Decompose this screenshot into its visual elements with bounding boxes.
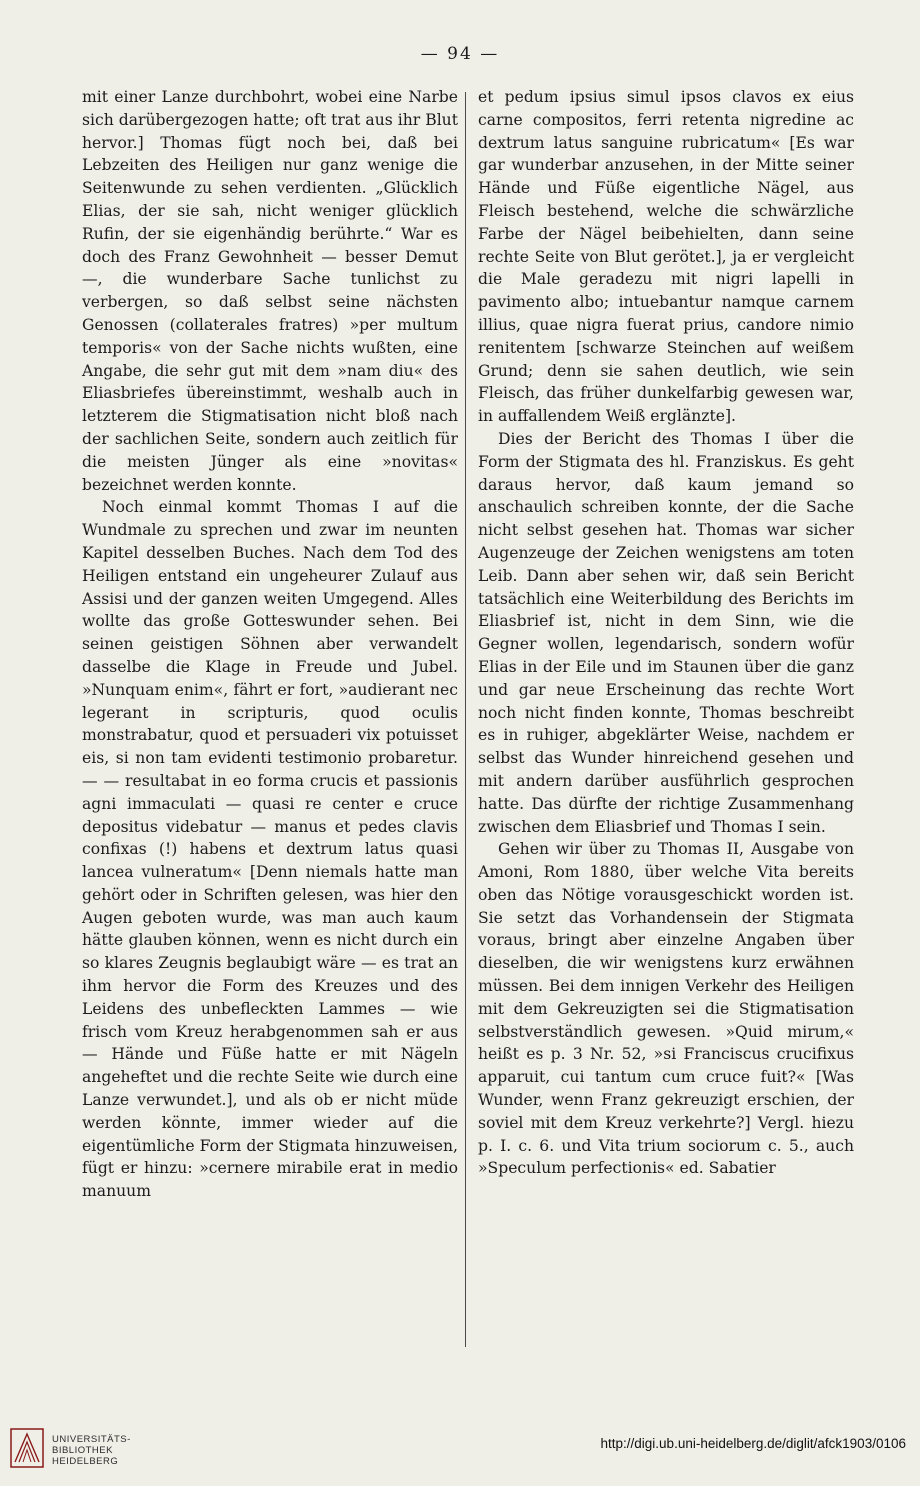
library-logo[interactable] [10, 1428, 131, 1472]
source-url-link[interactable]: http://digi.ub.uni-heidelberg.de/diglit/afck1903/0106 [600, 1436, 906, 1451]
left-column [82, 86, 458, 1203]
university-seal-icon [10, 1428, 44, 1472]
column-divider [465, 92, 466, 1347]
paragraph: et pedum ipsius simul ipsos clavos ex eius carne compositos, ferri retenta nigredine ac dextrum latus sanguine rubricatum« [Es war gar wunderbar anzusehen, in der Mitte seiner Hände und Füße eigentliche Nägel, aus Fleisch bestehend, welche die schwärzliche Farbe der Nägel beibehielten, dann seine rechte Seite von Blut gerötet.], ja er vergleicht die Male geradezu mit nigri lapelli in pavimento albo; intuebantur namque carnem illius, quae nigra fuerat prius, candore nimio renitentem [schwarze Steinchen auf weißem Grund; denn sie sahen deutlich, wie sein Fleisch, das früher dunkelfarbig gewesen war, in auffallendem Weiß erglänzte]. [478, 88, 854, 426]
right-column [478, 86, 854, 1180]
paragraph: Noch einmal kommt Thomas I auf die Wundmale zu sprechen und zwar im neunten Kapitel desselben Buches. Nach dem Tod des Heiligen entstand ein ungeheurer Zulauf aus Assisi und der ganzen weiten Umgegend. Alles wollte das große Gotteswunder sehen. Bei seinen geistigen Söhnen aber verwandelt dasselbe die Klage in Freude und Jubel. »Nunquam enim«, fährt er fort, »audierant nec legerant in scripturis, quod oculis monstrabatur, quod et persuaderi vix potuisset eis, si non tam evidenti testimonio probaretur. — — resultabat in eo forma crucis et passionis agni immaculati — quasi re center e cruce depositus videbatur — manus et pedes clavis confixas (!) habens et dextrum latus quasi lancea vulneratum« [Denn niemals hatte man gehört oder in Schriften gelesen, was hier den Augen geboten wurde, was man auch kaum hätte glauben können, wenn es nicht durch ein so klares Zeugnis beglaubigt wäre — es trat an ihm hervor die Form des Kreuzes und des Leidens des unbefleckten Lammes — wie frisch vom Kreuz herabgenommen sah er aus — Hände und Füße hatte er mit Nägeln angeheftet und die rechte Seite wie durch eine Lanze verwundet.], und als ob er nicht müde werden könnte, immer wieder auf die eigentümliche Form der Stigmata hinzuweisen, fügt er hinzu: »cernere mirabile erat in medio manuum [82, 498, 458, 1201]
paragraph: Gehen wir über zu Thomas II, Ausgabe von Amoni, Rom 1880, über welche Vita bereits oben das Nötige vorausgeschickt worden ist. Sie setzt das Vorhandensein der Stigmata voraus, bringt aber einzelne Angaben über dieselben, die wir wenigstens kurz erwähnen müssen. Bei dem innigen Verkehr des Heiligen mit dem Gekreuzigten sei die Stigmatisation selbstverständlich gewesen. »Quid mirum,« heißt es p. 3 Nr. 52, »si Franciscus crucifixus apparuit, cui tantum cum cruce fuit?« [Was Wunder, wenn Franz gekreuzigt erschien, der soviel mit dem Kreuz verkehrte?] Vergl. hiezu p. I. c. 6. und Vita trium sociorum c. 5., auch »Speculum perfectionis« ed. Sabatier [478, 840, 854, 1178]
footer [0, 1414, 920, 1486]
paragraph: mit einer Lanze durchbohrt, wobei eine Narbe sich darübergezogen hatte; oft trat aus ihr Blut hervor.] Thomas fügt noch bei, daß bei Lebzeiten des Heiligen nur ganz wenige die Seitenwunde zu sehen verdienten. „Glücklich Elias, der sie sah, nicht weniger glücklich Rufin, der sie eigenhändig berührte.“ War es doch des Franz Gewohnheit — besser Demut —, die wunderbare Sache tunlichst zu verbergen, so daß selbst seine nächsten Genossen (collaterales fratres) »per multum temporis« von der Sache nichts wußten, eine Angabe, die sehr gut mit dem »nam diu« des Eliasbriefes übereinstimmt, weshalb auch in letzterem die Stigmatisation nicht bloß nach der sachlichen Seite, sondern auch zeitlich für die meisten Jünger als eine »novitas« bezeichnet werden konnte. [82, 88, 458, 494]
page-number: — 94 — [420, 44, 500, 64]
paragraph: Dies der Bericht des Thomas I über die Form der Stigmata des hl. Franziskus. Es geht daraus hervor, daß kaum jemand so anschaulich schreiben konnte, der die Sache nicht selbst gesehen hat. Thomas war sicher Augenzeuge der Zeichen wenigstens am toten Leib. Dann aber sehen wir, daß sein Bericht tatsächlich eine Weiterbildung des Berichts im Eliasbrief ist, nicht in dem Sinn, wie die Gegner wollen, legendarisch, sondern wofür Elias in der Eile und im Staunen über die ganz und gar neue Erscheinung das rechte Wort noch nicht finden konnte, Thomas beschreibt es in ruhiger, abgeklärter Weise, nachdem er selbst das Wunder hinreichend gesehen und mit andern darüber ausführlich gesprochen hatte. Das dürfte der richtige Zusammenhang zwischen dem Eliasbrief und Thomas I sein. [478, 429, 854, 836]
library-name: UNIVERSITÄTS- BIBLIOTHEK HEIDELBERG [52, 1433, 131, 1467]
